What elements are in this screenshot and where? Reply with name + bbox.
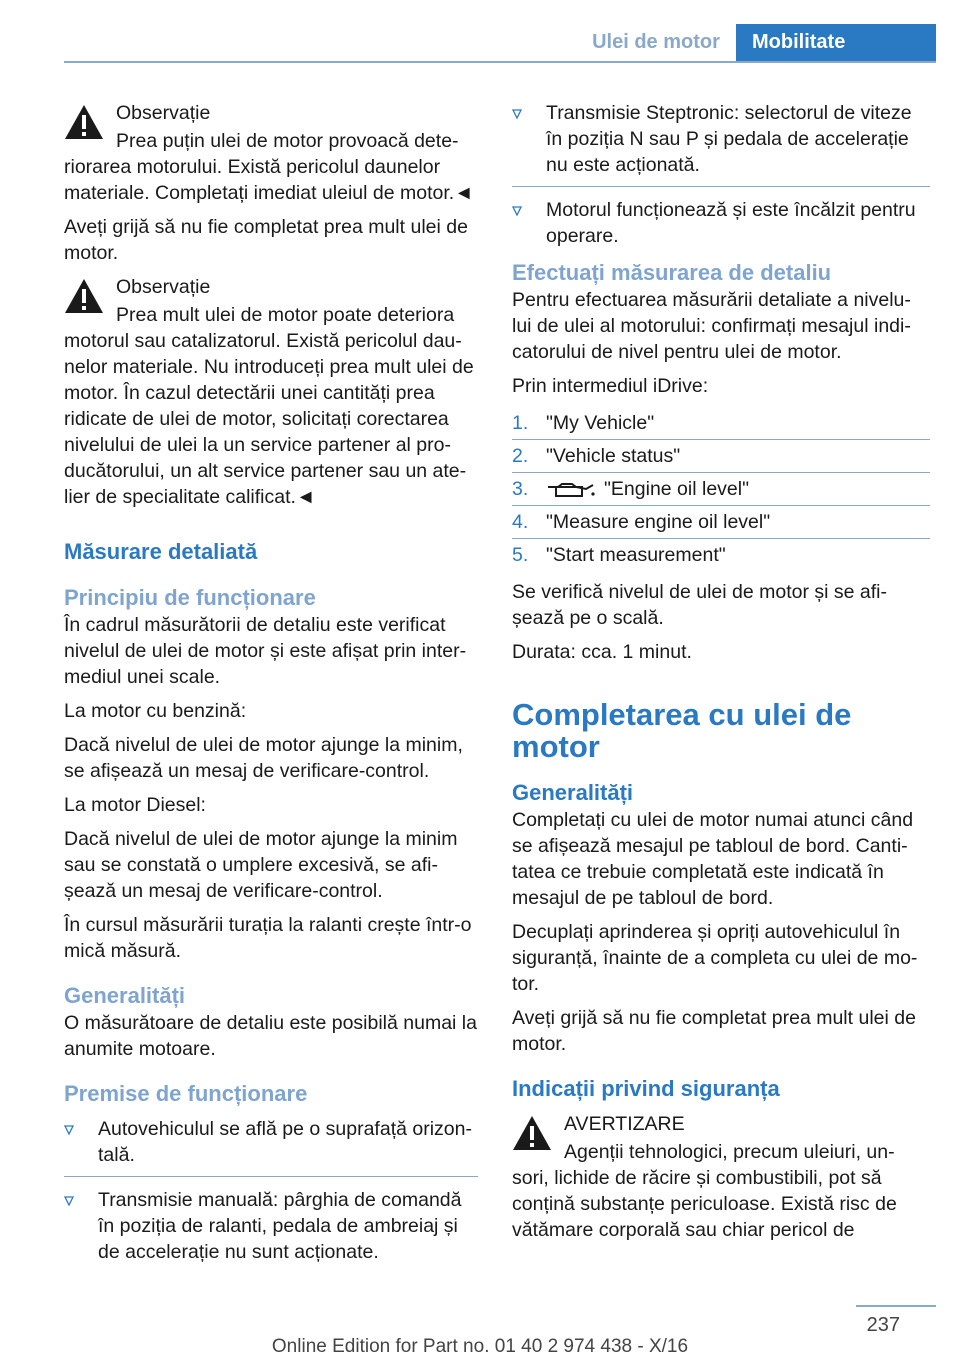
list-item: 5. "Start measurement" — [512, 544, 726, 566]
paragraph: În cadrul măsurătorii de detaliu este verificat nivelul de ulei de motor și este afișat prin inter-mediul unei scale. — [64, 614, 467, 688]
list-item: Motorul funcționează și este încălzit pentru operare. — [512, 197, 930, 249]
paragraph: Completați cu ulei de motor numai atunci când se afișează mesajul pe tabloul de bord. Canti-tatea ce trebuie completată este indicată în mesajul de pe tabloul de bord. — [512, 809, 914, 909]
paragraph: Prin intermediul iDrive: — [512, 375, 709, 397]
edition-footer: Online Edition for Part no. 01 40 2 974 438 - X/16 — [271, 1336, 689, 1357]
warning-text: motorul sau catalizatorul. Există pericolul dau-nelor materiale. Nu introduceți prea mult ulei de motor. În cazul detectării unei cantități prea ridicate de ulei de motor, solicitați corectarea nivelului de ulei la un service partener al pro-ducătorului, un alt service partener sau un ate-lier de specialitate calificat.◄ — [64, 330, 474, 508]
list-item: 3. "Engine oil level" — [512, 473, 930, 506]
footer-rule — [856, 1305, 936, 1307]
warning-note — [64, 274, 478, 510]
premise-list — [64, 1116, 478, 1265]
warning-text-first: Prea puțin ulei de motor provoacă dete- — [116, 130, 459, 152]
tab-mobilitate[interactable]: Mobilitate — [736, 24, 936, 63]
paragraph: În cursul măsurării turația la ralanti crește într-o mică măsură. — [64, 914, 472, 962]
triangle-bullet-icon — [512, 109, 522, 119]
warning-text: sori, lichide de răcire și combustibili, pot să conțină substanțe periculoase. Există risc de vătămare corporală sau chiar pericol de — [512, 1167, 897, 1241]
page-header — [0, 24, 960, 62]
paragraph: Durata: cca. 1 minut. — [512, 641, 692, 663]
paragraph: La motor Diesel: — [64, 794, 206, 816]
warning-note — [512, 1111, 930, 1243]
paragraph: Dacă nivelul de ulei de motor ajunge la minim sau se constată o umplere excesivă, se afi-șează un mesaj de verificare-control. — [64, 828, 458, 902]
section-heading: Generalități — [512, 780, 634, 805]
paragraph: La motor cu benzină: — [64, 700, 247, 722]
section-heading: Măsurare detaliată — [64, 539, 258, 564]
subsection-heading: Generalități — [64, 983, 186, 1008]
triangle-bullet-icon — [64, 1125, 74, 1135]
tab-ulei-de-motor[interactable]: Ulei de motor — [592, 31, 720, 53]
subsection-heading: Premise de funcționare — [64, 1081, 308, 1106]
section-heading: Indicații privind siguranța — [512, 1076, 780, 1101]
chapter-heading: Completarea cu ulei de motor — [512, 697, 852, 764]
idrive-steps — [512, 407, 930, 571]
list-item: 2. "Vehicle status" — [512, 440, 930, 473]
left-column — [64, 100, 478, 1275]
warning-triangle-icon — [512, 1115, 552, 1151]
warning-title: Observație — [116, 102, 211, 124]
warning-text-first: Prea mult ulei de motor poate deteriora — [116, 304, 455, 326]
triangle-bullet-icon — [512, 206, 522, 216]
paragraph: O măsurătoare de detaliu este posibilă numai la anumite motoare. — [64, 1012, 477, 1060]
paragraph: Aveți grijă să nu fie completat prea mult ulei de motor. — [64, 216, 468, 264]
header-rule — [64, 61, 936, 63]
subsection-heading: Principiu de funcționare — [64, 585, 316, 610]
warning-note — [64, 100, 478, 206]
list-item: Transmisie Steptronic: selectorul de viteze în poziția N sau P și pedala de accelerație nu este acționată. — [512, 100, 930, 187]
right-column — [512, 100, 930, 1251]
premise-list-continued — [512, 100, 930, 249]
warning-title: Observație — [116, 276, 211, 298]
triangle-bullet-icon — [64, 1196, 74, 1206]
warning-title: AVERTIZARE — [564, 1113, 685, 1135]
paragraph: Dacă nivelul de ulei de motor ajunge la minim, se afișează un mesaj de verificare-control. — [64, 734, 463, 782]
page-number: 237 — [866, 1314, 900, 1336]
list-item: 1. "My Vehicle" — [512, 407, 930, 440]
paragraph: Aveți grijă să nu fie completat prea mult ulei de motor. — [512, 1007, 916, 1055]
paragraph: Pentru efectuarea măsurării detaliate a nivelu-lui de ulei al motorului: confirmați mesajul indi-catorului de nivel pentru ulei de motor. — [512, 289, 911, 363]
list-item: Transmisie manuală: pârghia de comandă în poziția de ralanti, pedala de ambreiaj și de accelerație nu sunt acționate. — [64, 1187, 478, 1265]
list-item: Autovehiculul se află pe o suprafață orizon-tală. — [64, 1116, 478, 1177]
subsection-heading: Efectuați măsurarea de detaliu — [512, 260, 832, 285]
list-item: 4. "Measure engine oil level" — [512, 506, 930, 539]
engine-oil-can-icon — [546, 481, 596, 499]
warning-text: riorarea motorului. Există pericolul daunelor materiale. Completați imediat uleiul de motor.◄ — [64, 156, 474, 204]
warning-text-first: Agenții tehnologici, precum uleiuri, un- — [564, 1141, 895, 1163]
paragraph: Se verifică nivelul de ulei de motor și se afi-șează pe o scală. — [512, 581, 888, 629]
paragraph: Decuplați aprinderea și opriți autovehiculul în siguranță, înainte de a completa cu ulei de mo-tor. — [512, 921, 918, 995]
warning-triangle-icon — [64, 278, 104, 314]
warning-triangle-icon — [64, 104, 104, 140]
